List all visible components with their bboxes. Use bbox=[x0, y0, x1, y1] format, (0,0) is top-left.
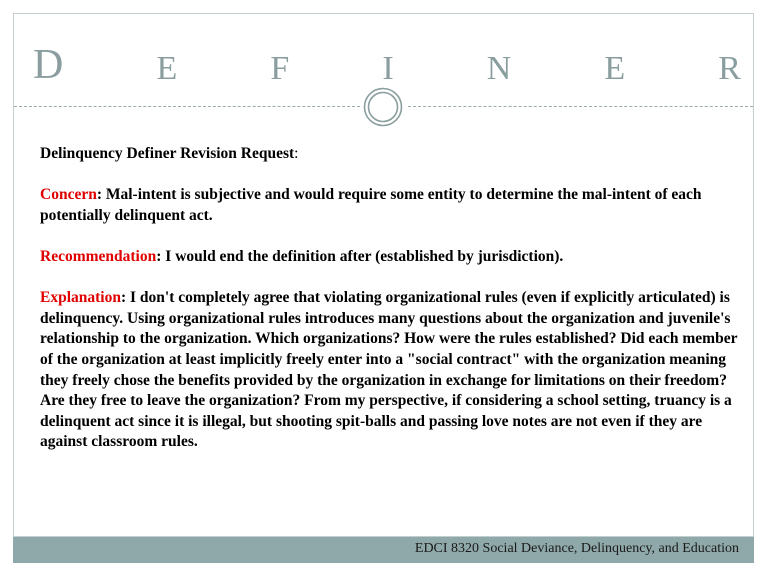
slide-body bbox=[40, 144, 740, 474]
title-letter: D bbox=[33, 42, 64, 88]
heading-colon: : bbox=[294, 145, 299, 162]
title-letter: R bbox=[718, 50, 741, 87]
heading-paragraph bbox=[40, 144, 740, 165]
recommendation-text: : I would end the definition after (established by jurisdiction). bbox=[156, 247, 564, 265]
divider-right bbox=[408, 106, 753, 107]
explanation-text: : I don't completely agree that violating organizational rules (even if explicitly articulated) is delinquency. Using organizational rules introduces many questions about the organization and juvenile's relationship to the organization. Which organizations? How were the rules established? Did each member of the organization at least implicitly freely enter into a "social contract" with the organization meaning they freely chose the benefits provided by the organization in exchange for limitations on their freedom? Are they free to leave the organization? From my perspective, if considering a school setting, truancy is a delinquent act since it is illegal, but shooting spit-balls and passing love notes are not even if they are against classroom rules. bbox=[40, 289, 738, 451]
concern-text: : Mal-intent is subjective and would require some entity to determine the mal-intent of each potentially delinquent act. bbox=[40, 186, 702, 224]
explanation-paragraph bbox=[40, 288, 740, 453]
title-letter: N bbox=[486, 50, 512, 87]
concern-label: Concern bbox=[40, 186, 97, 204]
concern-paragraph bbox=[40, 185, 740, 226]
divider-left bbox=[14, 106, 360, 107]
recommendation-paragraph bbox=[40, 247, 740, 268]
title-letter: E bbox=[604, 50, 626, 87]
revision-heading: Delinquency Definer Revision Request bbox=[40, 145, 295, 162]
circle-ornament-icon bbox=[363, 87, 403, 127]
footer-bar bbox=[13, 537, 754, 563]
explanation-label: Explanation bbox=[40, 289, 121, 307]
title-letter: E bbox=[156, 50, 178, 87]
slide-title bbox=[33, 38, 741, 86]
title-letter: I bbox=[382, 50, 394, 87]
recommendation-label: Recommendation bbox=[40, 247, 157, 265]
title-letter: F bbox=[270, 50, 290, 87]
footer-course-title: EDCI 8320 Social Deviance, Delinquency, and Education bbox=[414, 541, 739, 556]
